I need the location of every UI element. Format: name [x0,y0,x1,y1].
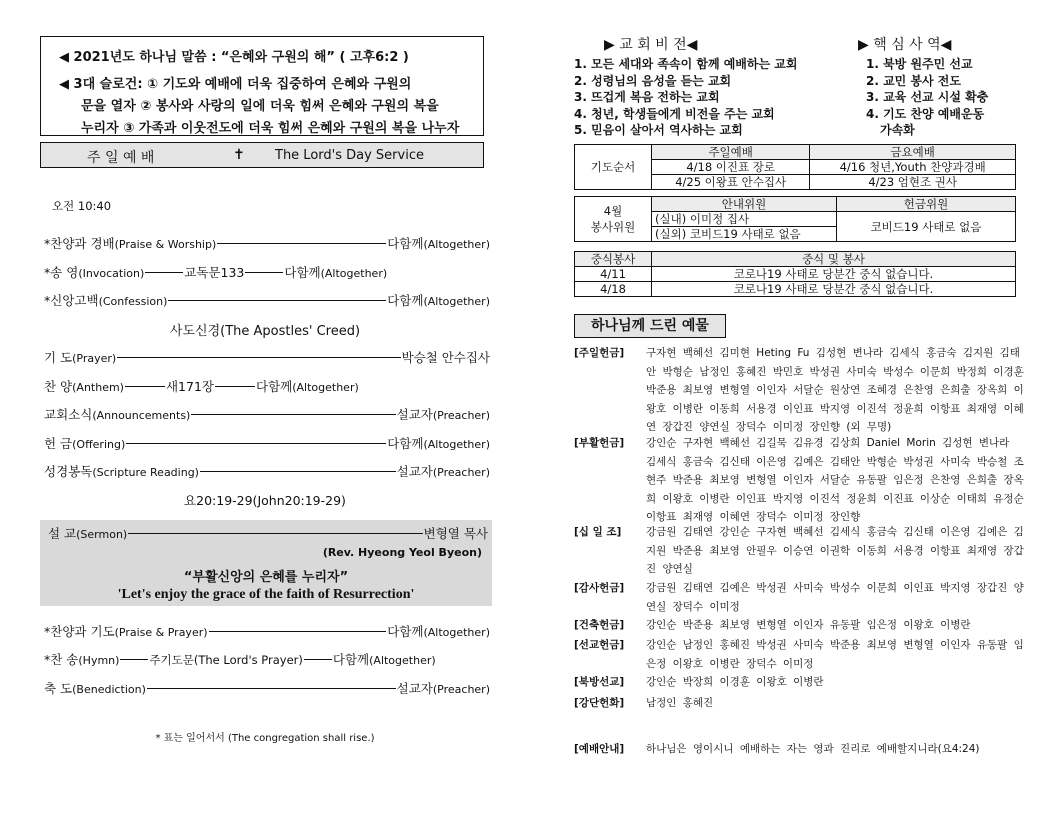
leader-line [245,272,283,273]
order-label-eng: (Hymn) [78,654,120,667]
leader-line [125,386,165,387]
slogan-line-3: 누리자 ③ 가족과 이웃전도에 더욱 힘써 은혜와 구원의 복을 나누자 [81,121,460,136]
order-label-eng: (Offering) [72,438,126,451]
order-label-eng: (Invocation) [78,267,145,280]
service-title-bar [40,142,484,168]
leader-line [126,443,386,444]
order-leader-eng: (Preacher) [432,683,490,696]
offering-row [574,694,1024,713]
offering-category: [부활헌금] [574,437,625,449]
lunch-table [574,251,1016,297]
ministry-list [866,56,988,139]
leader-line [191,414,395,415]
footnote: * 표는 일어서서 (The congregation shall rise.) [155,733,375,744]
leader-line [200,471,396,472]
table-cell: 4/11 [575,267,652,282]
offering-category: [감사헌금] [574,582,625,594]
table-cell: 4/18 [575,282,652,297]
scripture-reference: 요20:19-29(John20:19-29) [184,493,346,508]
offering-category: [건축헌금] [574,619,625,631]
offering-names: 강인순 구자현 백혜선 김길묵 김유경 김상희 Daniel Morin 김성현 변나라 김세식 홍금숙 김신태 이은영 김예은 김태안 박형순 박성권 사미숙 박승철 조현주 박준용 최보영 변형열 이인자 서달순 유동팔 임은정 은찬영 은희출 장옥희 이왕호 이병란 이인표 박지영 이진석 정윤희 이진표 이상순 이태희 유정순 이항표 최재영 이혜연 장덕수 이미정 장인향 [646,437,1024,523]
leader-line [120,659,148,660]
offering-names: 강금원 김태연 강인순 구자현 백혜선 김세식 홍금숙 김신태 이은영 김예은 김지원 박준용 최보영 안필우 이승연 이권학 이동희 서용경 이항표 최재영 장갑진 양연실 [646,526,1024,575]
order-label: 헌 금 [44,436,73,451]
order-label: *찬 송 [44,652,79,667]
leader-line [128,533,422,534]
order-label: 축 도 [44,681,73,696]
table-cell: 코비드19 사태로 없음 [837,212,1016,242]
order-leader-eng: (Preacher) [432,409,490,422]
order-label-eng: (Confession) [98,295,168,308]
offering-row [574,579,1024,616]
slogan-line-2: 문을 열자 ② 봉사와 사랑의 일에 더욱 힘써 은혜와 구원의 복을 [81,99,439,114]
leader-line [145,272,183,273]
order-leader: 다함께 [387,624,424,639]
order-leader: 다함께 [332,652,370,667]
ministry-item: 2. 교민 봉사 전도 [866,73,961,88]
order-leader: 설교자 [396,464,433,479]
creed: 사도신경(The Apostles' Creed) [169,324,361,339]
order-detail: 주기도문(The Lord's Prayer) [149,653,303,667]
vision-item: 1. 모든 세대와 족속이 함께 예배하는 교회 [574,57,798,71]
volunteer-title: 봉사위원 [590,220,636,234]
leader-line [147,688,396,689]
order-item [44,622,490,640]
order-label: 찬 양 [44,379,73,394]
vision-list [574,56,797,139]
order-leader-eng: (Altogether) [292,381,359,394]
order-item [44,462,490,480]
ministry-item: 1. 북방 원주민 선교 [866,57,973,71]
order-item [44,291,490,309]
prayer-label: 기도순서 [575,145,652,190]
order-label: 기 도 [44,350,73,365]
column-header: 주일예배 [652,145,810,160]
volunteer-month: 4월 [603,204,623,218]
column-header: 헌금위원 [837,197,1016,212]
volunteer-table [574,196,1016,242]
order-label-eng: (Scripture Reading) [92,466,199,479]
offering-category: [십 일 조] [574,526,622,538]
worship-guide [574,740,1024,759]
order-label-eng: (Praise & Worship) [114,238,217,251]
order-item [44,434,490,452]
column-header: 금요예배 [810,145,1016,160]
service-title-kor: 주 일 예 배 [87,150,155,166]
order-leader: 다함께 [387,236,424,251]
offering-names: 남정인 홍혜진 [646,697,714,709]
table-cell: (실내) 이미정 집사 [652,212,837,227]
slogan-line-1: ◀ 3대 슬로건: ① 기도와 예배에 더욱 집중하여 은혜와 구원의 [59,77,412,92]
table-cell: 4/23 엄현조 권사 [810,175,1016,190]
table-cell: 코로나19 사태로 당분간 중식 없습니다. [652,282,1016,297]
leader-line [215,386,255,387]
order-leader: 설교자 [396,681,433,696]
sermon-box [40,520,492,606]
prayer-schedule-table [574,144,1016,190]
order-detail: 새171장 [165,379,214,394]
worship-guide-label: [예배안내] [574,743,625,755]
order-label: 교회소식 [44,407,93,422]
order-item [44,405,490,423]
preacher-eng: (Rev. Hyeong Yeol Byeon) [322,546,482,559]
offering-category: [강단헌화] [574,697,625,709]
order-item [44,234,490,252]
order-label-eng: (Announcements) [92,409,191,422]
leader-line [168,300,386,301]
sermon-label: 설 교 [48,526,77,541]
order-item [44,650,490,668]
offering-row [574,344,1024,437]
column-header: 안내위원 [652,197,837,212]
order-label-eng: (Praise & Prayer) [114,626,208,639]
offering-names: 강금원 김태연 김예은 박성권 사미숙 박성수 이문희 이인표 박지영 장갑진 양연실 장덕수 이미정 [646,582,1024,613]
offerings-title: 하나님께 드린 예물 [574,314,726,338]
table-cell: 4/16 청년,Youth 찬양과경배 [810,160,1016,175]
ministry-item: 가속화 [880,123,915,137]
offering-row [574,636,1024,673]
ministry-item: 3. 교육 선교 시설 확충 [866,90,989,104]
order-label-eng: (Prayer) [72,352,117,365]
sermon-label-eng: (Sermon) [76,528,128,541]
ministry-item: 4. 기도 찬양 예배운동 [866,106,985,121]
sermon-title-kor: “부활신앙의 은혜를 누리자” [183,570,349,585]
offering-names: 강인순 박준용 최보영 변형열 이인자 유동팔 임은정 이왕호 이병란 [646,619,971,631]
order-item [44,263,490,281]
table-cell: (실외) 코비드19 사태로 없음 [652,227,837,242]
theme-box [40,36,484,136]
column-header: 중식 및 봉사 [652,252,1016,267]
offering-row [574,616,1024,635]
offering-row [574,434,1024,527]
order-leader-eng: (Preacher) [432,466,490,479]
offering-category: [북방선교] [574,676,625,688]
order-leader-eng: (Altogether) [423,295,490,308]
service-title-eng: The Lord's Day Service [275,148,424,163]
order-leader-eng: (Altogether) [423,438,490,451]
leader-line [304,659,332,660]
order-label: *찬양과 기도 [44,624,115,639]
vision-item: 5. 믿음이 살아서 역사하는 교회 [574,123,743,137]
order-label-eng: (Anthem) [72,381,124,394]
order-label: *송 영 [44,265,79,280]
column-header: 중식봉사 [575,252,652,267]
vision-title: ▶ 교 회 비 전◀ [604,37,698,53]
leader-line [117,357,400,358]
table-cell: 4/25 이왕표 안수집사 [652,175,810,190]
offering-row [574,673,1024,692]
offering-names: 강인순 남정인 홍혜진 박성권 사미숙 박준용 최보영 변형열 이인자 유동팔 임은정 이왕호 이병란 장덕수 이미정 [646,639,1024,670]
vision-item: 4. 청년, 학생들에게 비전을 주는 교회 [574,106,775,121]
leader-line [209,631,387,632]
order-label: *신앙고백 [44,293,99,308]
sermon-preacher: 변형열 목사 [423,526,488,541]
vision-item: 3. 뜨겁게 복음 전하는 교회 [574,90,720,104]
order-item [44,348,490,366]
order-leader-eng: (Altogether) [369,654,436,667]
table-cell: 4/18 이진표 장로 [652,160,810,175]
offering-category: [주일헌금] [574,347,625,359]
sermon-line [48,524,488,542]
order-leader: 설교자 [396,407,433,422]
order-leader: 다함께 [387,293,424,308]
order-detail: 교독문133 [184,265,245,280]
order-leader-eng: (Altogether) [423,238,490,251]
service-time: 오전 10:40 [52,199,112,213]
order-leader: 다함께 [387,436,424,451]
order-label-eng: (Benediction) [72,683,146,696]
order-item [44,679,490,697]
offering-row [574,523,1024,579]
table-cell: 코로나19 사태로 당분간 중식 없습니다. [652,267,1016,282]
annual-theme: ◀ 2021년도 하나님 말씀 : “은혜와 구원의 해” ( 고후6:2 ) [59,50,409,65]
worship-guide-text: 하나님은 영이시니 예배하는 자는 영과 진리로 예배할지니라(요4:24) [646,743,980,755]
offering-names: 강인순 박장희 이경훈 이왕호 이병란 [646,676,824,688]
order-leader: 다함께 [284,265,321,280]
order-leader: 다함께 [256,379,293,394]
ministry-title: ▶ 핵 심 사 역◀ [858,37,952,53]
order-leader-eng: (Altogether) [423,626,490,639]
sermon-title-eng: 'Let's enjoy the grace of the faith of Resurrection' [117,587,415,602]
order-label: *찬양과 경배 [44,236,115,251]
offering-category: [선교헌금] [574,639,625,651]
volunteer-label [575,197,652,242]
leader-line [217,243,386,244]
order-item [44,377,490,395]
cross-icon: ✝ [233,147,245,163]
order-label: 성경봉독 [44,464,93,479]
vision-item: 2. 성령님의 음성을 듣는 교회 [574,73,732,88]
order-leader-eng: (Altogether) [320,267,388,280]
offering-names: 구자현 백혜선 김미현 Heting Fu 김성현 변나라 김세식 홍금숙 김지원 김태안 박형순 남정인 홍혜진 박민호 박성권 사미숙 박성수 이문희 박정희 이경훈 박준용 최보영 변형열 이인자 서달순 원상연 조혜경 은찬영 은희출 장옥희 이왕호 이병란 이동희 서용경 이인표 박지영 이진석 정윤희 이항표 최재영 이혜연 장갑진 양연실 장덕수 이미정 장인향 (외 무명) [646,347,1024,433]
order-leader: 박승철 안수집사 [401,350,490,365]
